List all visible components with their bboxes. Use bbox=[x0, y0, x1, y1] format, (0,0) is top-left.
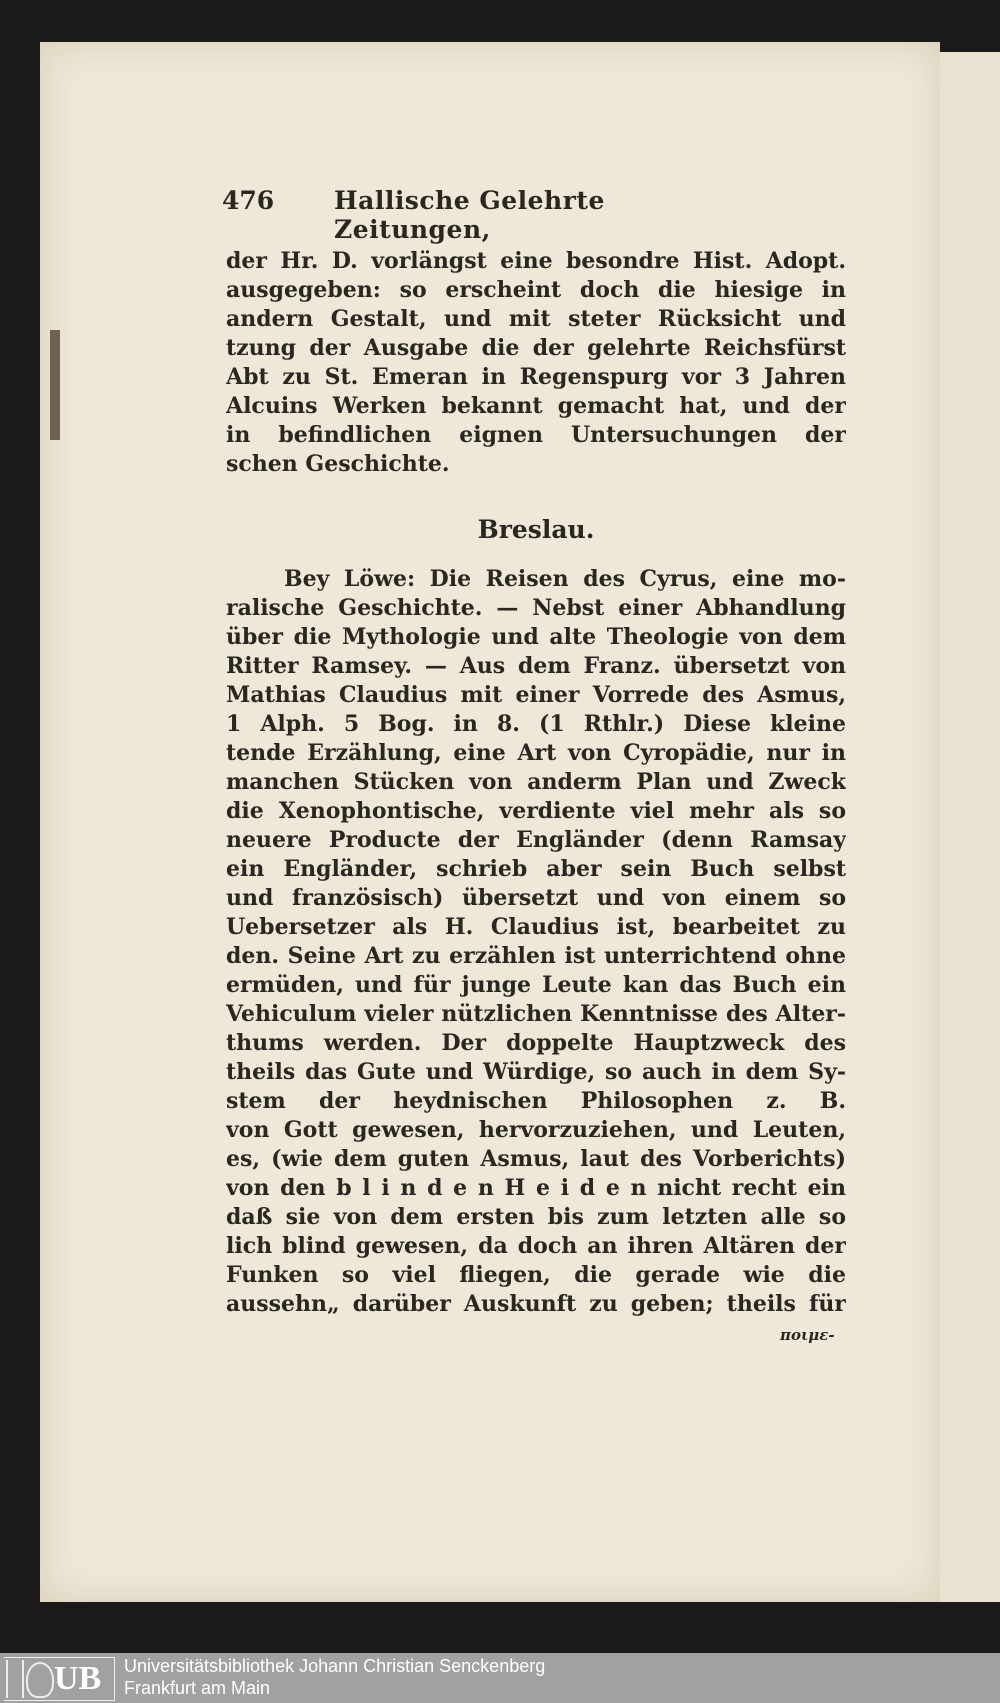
paragraph-1 bbox=[226, 247, 846, 479]
ub-logo bbox=[4, 1657, 115, 1701]
logo-text: UB bbox=[54, 1660, 102, 1697]
text-line: ausgegeben: so erscheint doch die hiesige in bbox=[226, 277, 846, 303]
text-line: Uebersetzer als H. Claudius ist, bearbeitet zu bbox=[226, 914, 846, 940]
library-city: Frankfurt am Main bbox=[124, 1678, 271, 1698]
running-title: Hallische Gelehrte Zeitungen, bbox=[334, 186, 605, 244]
text-line: in befindlichen eignen Untersuchungen der bbox=[226, 422, 846, 448]
text-line: ermüden, und für junge Leute kan das Buch ein bbox=[226, 972, 846, 998]
text-line: Funken so viel fliegen, die gerade wie die bbox=[226, 1262, 846, 1288]
text-line: Ritter Ramsey. — Aus dem Franz. übersetzt von bbox=[226, 653, 846, 679]
text-line: von Gott gewesen, hervorzuziehen, und Leuten, bbox=[226, 1117, 846, 1143]
catchword: ποιμε- bbox=[780, 1326, 835, 1344]
portrait-icon bbox=[26, 1662, 54, 1698]
text-line: aussehn„ darüber Auskunft zu geben; theils für bbox=[226, 1291, 846, 1317]
text-line: thums werden. Der doppelte Hauptzweck des bbox=[226, 1030, 846, 1056]
text-line: daß sie von dem ersten bis zum letzten alle so bbox=[226, 1204, 846, 1230]
page-header bbox=[222, 186, 682, 244]
text-line: lich blind gewesen, da doch an ihren Altären der bbox=[226, 1233, 846, 1259]
text-line: über die Mythologie und alte Theologie von dem bbox=[226, 624, 846, 650]
text-line: es, (wie dem guten Asmus, laut des Vorberichts) bbox=[226, 1146, 846, 1172]
text-line: Mathias Claudius mit einer Vorrede des Asmus, bbox=[226, 682, 846, 708]
columns-icon bbox=[6, 1660, 24, 1698]
text-line: theils das Gute und Würdige, so auch in dem Sy- bbox=[226, 1059, 846, 1085]
library-footer bbox=[0, 1653, 1000, 1703]
text-line: den. Seine Art zu erzählen ist unterrichtend ohne bbox=[226, 943, 846, 969]
paragraph-2 bbox=[226, 565, 846, 1319]
page-stain bbox=[50, 330, 60, 440]
text-line: von den b l i n d e n H e i d e n nicht recht ein bbox=[226, 1175, 846, 1201]
text-line: ralische Geschichte. — Nebst einer Abhandlung bbox=[226, 595, 846, 621]
section-heading: Breslau. bbox=[477, 515, 595, 544]
text-line: Bey Löwe: Die Reisen des Cyrus, eine mo- bbox=[284, 566, 846, 592]
text-line: der Hr. D. vorlängst eine besondre Hist. Adopt. bbox=[226, 248, 846, 274]
text-line: neuere Producte der Engländer (denn Ramsay bbox=[226, 827, 846, 853]
text-line: die Xenophontische, verdiente viel mehr als so bbox=[226, 798, 846, 824]
text-line: Alcuins Werken bekannt gemacht hat, und der bbox=[226, 393, 846, 419]
page-number: 476 bbox=[222, 186, 275, 215]
text-line: 1 Alph. 5 Bog. in 8. (1 Rthlr.) Diese kleine bbox=[226, 711, 846, 737]
text-line: schen Geschichte. bbox=[226, 451, 450, 477]
text-line: Vehiculum vieler nützlichen Kenntnisse des Alter- bbox=[226, 1001, 846, 1027]
text-line: ein Engländer, schrieb aber sein Buch selbst bbox=[226, 856, 846, 882]
text-line: stem der heydnischen Philosophen z. B. bbox=[226, 1088, 846, 1114]
text-line: Abt zu St. Emeran in Regenspurg vor 3 Jahren bbox=[226, 364, 846, 390]
text-line: tende Erzählung, eine Art von Cyropädie, nur in bbox=[226, 740, 846, 766]
library-name: Universitätsbibliothek Johann Christian Senckenberg bbox=[124, 1656, 546, 1676]
text-line: manchen Stücken von anderm Plan und Zweck bbox=[226, 769, 846, 795]
text-line: andern Gestalt, und mit steter Rücksicht und bbox=[226, 306, 846, 332]
text-line: und französisch) übersetzt und von einem so bbox=[226, 885, 846, 911]
text-line: tzung der Ausgabe die der gelehrte Reichsfürst bbox=[226, 335, 846, 361]
